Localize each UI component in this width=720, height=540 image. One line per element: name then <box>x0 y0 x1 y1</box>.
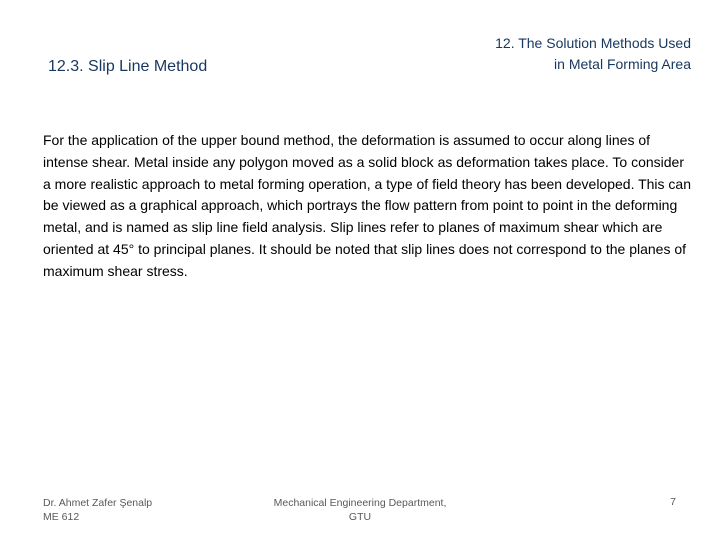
body-paragraph: For the application of the upper bound method, the deformation is assumed to occur along lines of intense shear. Metal inside any polygon moved as a solid block as deformation takes place. To consider a more realistic approach to metal forming operation, a type of field theory has been developed. This can be viewed as a graphical approach, which portrays the flow pattern from point to point in the deforming metal, and is named as slip line field analysis. Slip lines refer to planes of maximum shear which are oriented at 45° to principal planes. It should be noted that slip lines does not correspond to the planes of maximum shear stress. <box>43 132 692 279</box>
slide-title: 12.3. Slip Line Method <box>48 58 208 75</box>
footer-author: Dr. Ahmet Zafer Şenalp <box>43 497 153 509</box>
footer-author-block <box>43 496 152 524</box>
footer-department: Mechanical Engineering Department, <box>273 497 447 509</box>
footer-university: GTU <box>348 511 372 523</box>
chapter-title-line-1: 12. The Solution Methods Used <box>495 35 691 51</box>
chapter-title-line-2: in Metal Forming Area <box>554 56 691 72</box>
footer-course: ME 612 <box>43 511 80 523</box>
footer-department-block <box>260 496 460 524</box>
page-number: 7 <box>670 496 676 508</box>
chapter-title <box>391 33 691 75</box>
